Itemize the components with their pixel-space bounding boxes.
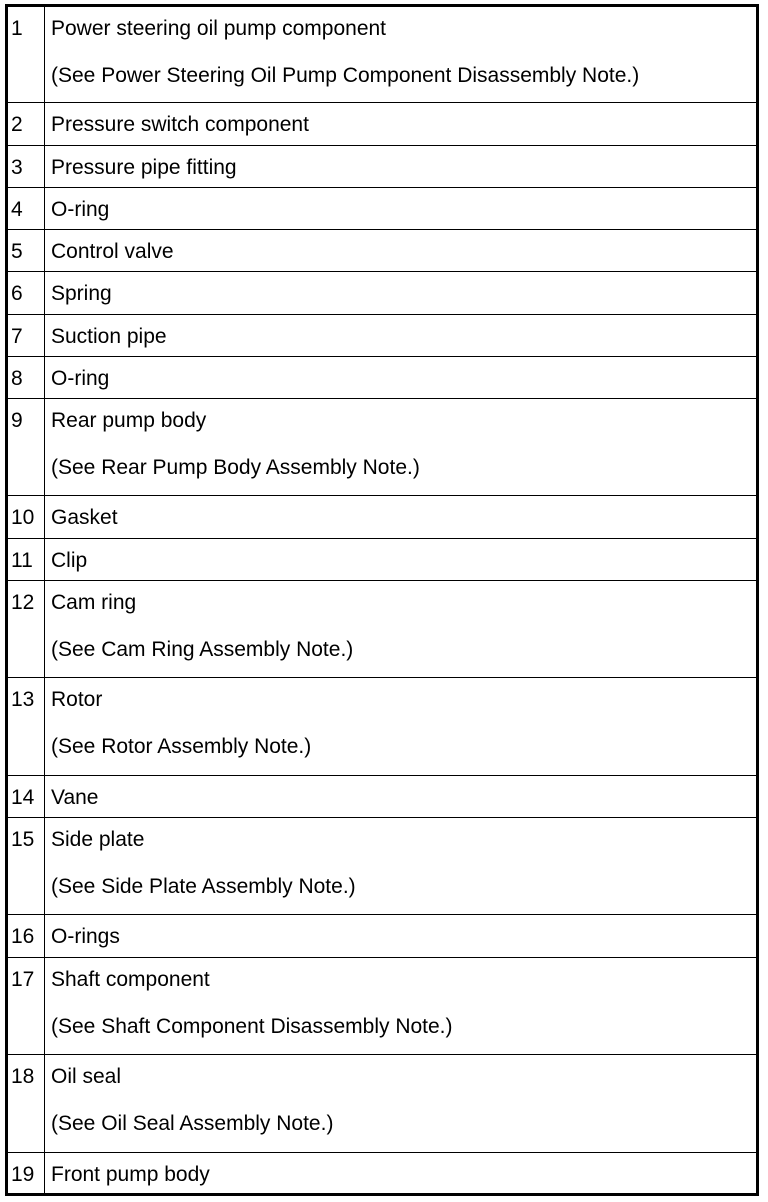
- part-name: Rotor: [51, 688, 103, 712]
- part-number: 8: [11, 366, 23, 390]
- part-note: (See Side Plate Assembly Note.): [51, 874, 356, 898]
- part-description-cell: [45, 1152, 758, 1194]
- table-row: [7, 817, 758, 914]
- table-row: [7, 580, 758, 677]
- part-number: 12: [11, 590, 35, 614]
- part-name: Power steering oil pump component: [51, 17, 387, 40]
- part-description-cell: [45, 230, 758, 272]
- table-row: [7, 957, 758, 1054]
- part-number: 14: [11, 785, 35, 809]
- part-name: Control valve: [51, 240, 174, 264]
- part-number-cell: [7, 145, 45, 187]
- table-row: [7, 230, 758, 272]
- part-description-cell: [45, 187, 758, 229]
- part-description-cell: [45, 398, 758, 495]
- part-number-cell: [7, 230, 45, 272]
- part-name: O-rings: [51, 925, 120, 949]
- part-number-cell: [7, 272, 45, 314]
- table-row: [7, 538, 758, 580]
- part-name: Gasket: [51, 506, 118, 530]
- part-description-cell: [45, 103, 758, 145]
- part-number-cell: [7, 398, 45, 495]
- part-name: Pressure pipe fitting: [51, 155, 237, 179]
- part-number-cell: [7, 957, 45, 1054]
- part-description-cell: [45, 775, 758, 817]
- part-note: (See Power Steering Oil Pump Component Disassembly Note.): [51, 64, 640, 87]
- part-description-cell: [45, 817, 758, 914]
- table-row: [7, 187, 758, 229]
- part-name: Rear pump body: [51, 408, 207, 432]
- part-note: (See Shaft Component Disassembly Note.): [51, 1014, 453, 1038]
- part-number-cell: [7, 580, 45, 677]
- table-row: [7, 398, 758, 495]
- part-number-cell: [7, 103, 45, 145]
- part-name: Clip: [51, 548, 88, 572]
- part-note: (See Cam Ring Assembly Note.): [51, 637, 354, 661]
- table-row: [7, 103, 758, 145]
- table-row: [7, 915, 758, 957]
- table-row: [7, 356, 758, 398]
- table-row: [7, 496, 758, 538]
- table-row: [7, 6, 758, 103]
- part-description-cell: [45, 145, 758, 187]
- parts-table: [5, 4, 759, 1196]
- part-name: Oil seal: [51, 1065, 122, 1089]
- part-name: Suction pipe: [51, 324, 167, 348]
- part-note: (See Rotor Assembly Note.): [51, 735, 312, 759]
- part-number: 16: [11, 925, 35, 949]
- part-name: Cam ring: [51, 590, 137, 614]
- part-name: Front pump body: [51, 1162, 210, 1186]
- part-name: Shaft component: [51, 967, 210, 991]
- table-row: [7, 775, 758, 817]
- part-number-cell: [7, 538, 45, 580]
- table-row: [7, 678, 758, 775]
- part-name: Vane: [51, 785, 99, 809]
- part-number-cell: [7, 1055, 45, 1152]
- table-row: [7, 1152, 758, 1194]
- part-description-cell: [45, 314, 758, 356]
- part-number-cell: [7, 775, 45, 817]
- part-number-cell: [7, 356, 45, 398]
- part-number-cell: [7, 1152, 45, 1194]
- table-row: [7, 272, 758, 314]
- part-name: Pressure switch component: [51, 113, 309, 137]
- part-description-cell: [45, 272, 758, 314]
- part-description-cell: [45, 915, 758, 957]
- part-description-cell: [45, 496, 758, 538]
- part-description-cell: [45, 580, 758, 677]
- part-description-cell: [45, 678, 758, 775]
- part-number: 19: [11, 1162, 35, 1186]
- part-number: 1: [11, 17, 23, 40]
- part-number-cell: [7, 314, 45, 356]
- part-description-cell: [45, 538, 758, 580]
- part-number: 10: [11, 506, 35, 530]
- part-name: O-ring: [51, 366, 110, 390]
- part-note: (See Rear Pump Body Assembly Note.): [51, 455, 420, 479]
- part-number-cell: [7, 6, 45, 103]
- parts-table-body: [7, 6, 758, 1195]
- table-row: [7, 145, 758, 187]
- part-number: 15: [11, 827, 35, 851]
- part-description-cell: [45, 356, 758, 398]
- part-name: Side plate: [51, 827, 145, 851]
- part-description-cell: [45, 6, 758, 103]
- part-note: (See Oil Seal Assembly Note.): [51, 1112, 334, 1136]
- part-number: 17: [11, 967, 35, 991]
- part-name: Spring: [51, 282, 112, 306]
- part-number: 3: [11, 155, 23, 179]
- part-number: 6: [11, 282, 23, 306]
- part-number: 13: [11, 688, 35, 712]
- part-number-cell: [7, 915, 45, 957]
- part-number-cell: [7, 187, 45, 229]
- part-number: 2: [11, 113, 23, 137]
- part-number-cell: [7, 817, 45, 914]
- part-number: 4: [11, 197, 23, 221]
- part-name: O-ring: [51, 197, 110, 221]
- part-number: 7: [11, 324, 23, 348]
- part-number: 18: [11, 1065, 35, 1089]
- part-number: 5: [11, 240, 23, 264]
- table-row: [7, 314, 758, 356]
- part-number: 11: [11, 548, 33, 572]
- part-number-cell: [7, 678, 45, 775]
- part-number-cell: [7, 496, 45, 538]
- part-number: 9: [11, 408, 23, 432]
- part-description-cell: [45, 1055, 758, 1152]
- table-row: [7, 1055, 758, 1152]
- part-description-cell: [45, 957, 758, 1054]
